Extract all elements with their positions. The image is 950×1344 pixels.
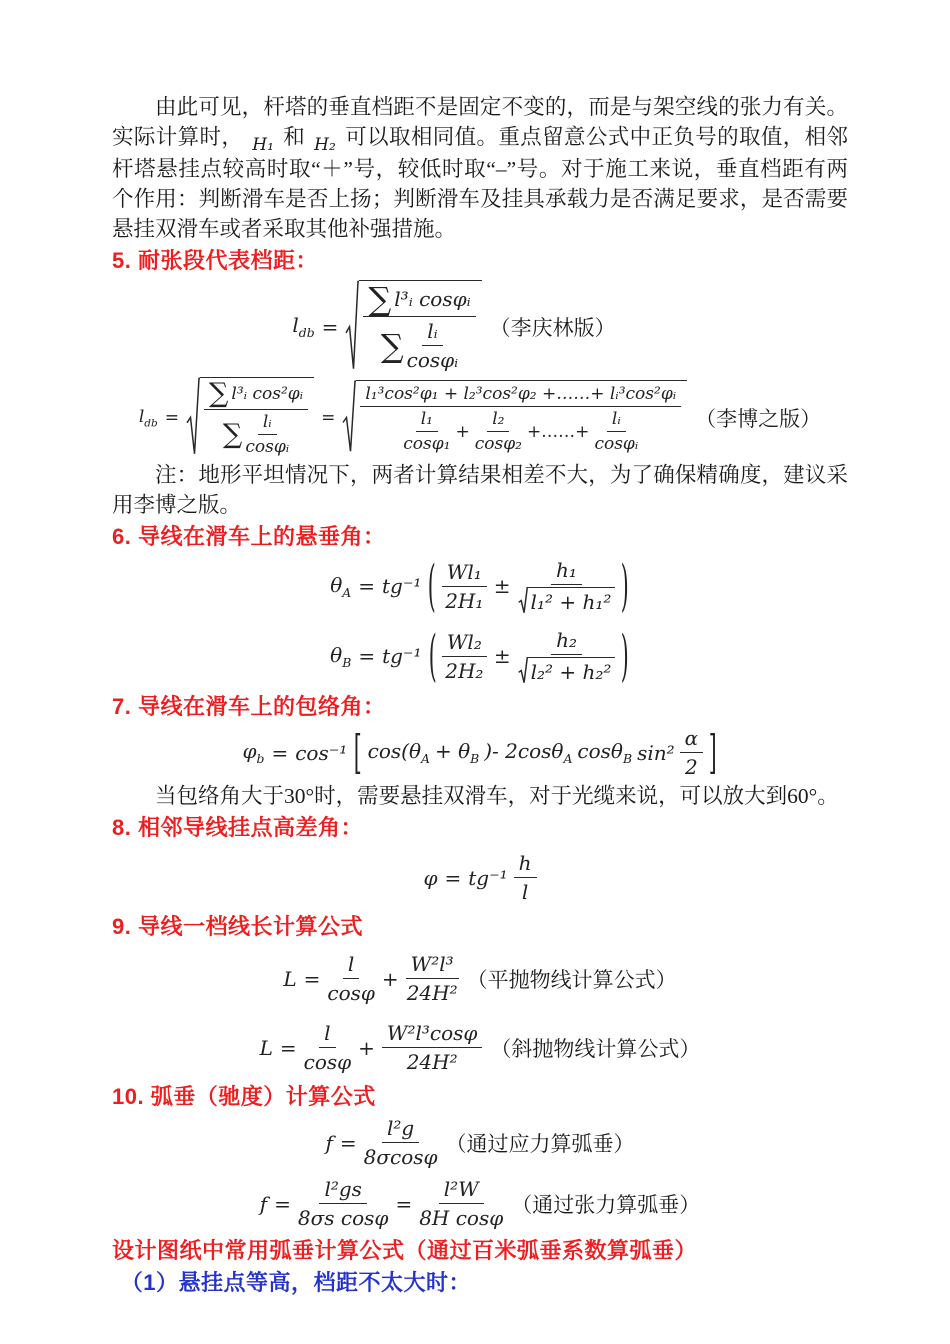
formula-10b-label: （通过张力算弧垂） <box>511 1192 701 1217</box>
formula-5a-row <box>86 280 822 373</box>
equals-sign: = <box>303 966 321 991</box>
formula-9b <box>260 1021 483 1074</box>
fraction-denominator <box>475 432 522 454</box>
formula-8 <box>423 851 536 904</box>
radicand-expr: l₁² + h₁² <box>530 590 612 615</box>
intro-paragraph <box>112 92 848 244</box>
equals-sign: = <box>321 314 339 339</box>
expr-text: )- 2cosθ <box>484 739 564 764</box>
fraction <box>360 384 681 454</box>
var-L: L <box>259 1035 273 1060</box>
numerator-expr: l₂ <box>492 409 505 430</box>
fraction-numerator <box>204 378 308 410</box>
var-phi: φ <box>242 739 257 764</box>
var-phi-b <box>242 739 264 766</box>
radical <box>518 587 616 614</box>
plus-minus-sign: ± <box>493 644 511 669</box>
denominator-expr: 2H₁ <box>445 588 484 613</box>
fraction-numerator <box>422 319 442 346</box>
numerator-expr: h₁ <box>556 558 577 583</box>
formula-7-row <box>112 726 848 779</box>
numerator-expr: l²gs <box>324 1177 362 1202</box>
inverse-cosine: cos⁻¹ <box>295 740 348 765</box>
equals-sign: = <box>358 574 375 599</box>
wrap-angle-paragraph: 当包络角大于30°时，需要悬挂双滑车，对于光缆来说，可以放大到60°。 <box>155 784 839 809</box>
heading-design-sag-formula: 设计图纸中常用弧垂计算公式（通过百米弧垂系数算弧垂） <box>112 1238 698 1264</box>
sub-a: A <box>563 751 573 767</box>
intro-text-1: 由此可见，杆塔的垂直档距不是固定不变的，而是与架空线的张力有关。实际计算时， <box>112 95 848 149</box>
formula-10a-row <box>112 1116 848 1169</box>
sub-a: A <box>421 751 430 767</box>
inverse-tangent: tg⁻¹ <box>468 865 508 890</box>
heading-10-sag-formula: 10. 弧垂（驰度）计算公式 <box>112 1084 376 1110</box>
formula-10a-label: （通过应力算弧垂） <box>445 1131 635 1156</box>
fraction <box>680 726 704 779</box>
radical <box>342 380 687 455</box>
fraction-numerator <box>514 851 537 878</box>
denominator-expr: cosφ <box>327 981 375 1006</box>
sigma-sign: ∑ <box>368 280 392 318</box>
plus-minus-sign: ± <box>493 574 511 599</box>
formula-9a <box>283 952 458 1005</box>
intro-text-and: 和 <box>282 125 306 149</box>
denominator-expr: 8H cosφ <box>419 1206 504 1231</box>
numerator-expr: Wl₂ <box>446 629 482 654</box>
fraction-denominator <box>419 1204 503 1230</box>
fraction-numerator <box>551 628 582 655</box>
expr-sin-squared: sin² <box>637 740 675 765</box>
numerator-expr: l³ᵢ cos²φᵢ <box>231 384 304 405</box>
denominator-expr: 24H² <box>406 1050 458 1075</box>
var-theta-a <box>330 573 351 600</box>
fraction-numerator <box>319 1177 366 1204</box>
equals-sign: = <box>395 1191 413 1216</box>
expr-plus-theta-b <box>435 739 479 766</box>
heading-7-wrap-angle: 7. 导线在滑车上的包络角： <box>112 694 386 720</box>
formula-9b-row <box>112 1021 848 1074</box>
var-theta-b <box>330 643 351 670</box>
formula-10b <box>260 1177 504 1230</box>
denominator-expr: cosφ <box>303 1050 352 1075</box>
fraction-numerator <box>258 412 277 435</box>
denominator-expr: cosφᵢ <box>406 348 459 373</box>
fraction-numerator <box>551 558 582 585</box>
var-ldb <box>292 313 314 340</box>
var-l: l <box>292 313 299 338</box>
left-bracket: [ <box>354 726 362 780</box>
formula-9a-row <box>112 952 848 1005</box>
denominator-expr: 24H² <box>406 981 458 1006</box>
formula-6a-row <box>112 554 848 619</box>
heading-case-1-equal-height: （1）悬挂点等高，档距不太大时： <box>120 1270 472 1296</box>
radical <box>186 377 314 458</box>
fraction-numerator <box>343 952 359 979</box>
var-ldb <box>139 407 158 429</box>
fraction <box>514 851 537 904</box>
right-bracket: ] <box>708 726 717 780</box>
var-theta: θ <box>330 642 343 667</box>
radical <box>345 280 481 373</box>
radicand-expr: l₂² + h₂² <box>530 660 612 685</box>
var-l-sub: db <box>144 417 158 429</box>
var-phi: φ <box>423 865 438 890</box>
radical-body <box>200 377 314 458</box>
plus-ellipsis: +……+ <box>526 421 590 442</box>
inline-math-h1: H₁ <box>252 135 274 155</box>
sigma-sign: ∑ <box>380 326 404 365</box>
heading-9-span-length: 9. 导线一档线长计算公式 <box>112 914 363 940</box>
expr-text: + θ <box>434 739 471 764</box>
denominator-expr: 8σcosφ <box>363 1145 438 1170</box>
fraction-numerator <box>416 409 438 432</box>
numerator-expr: Wl₁ <box>446 559 482 584</box>
radical <box>518 657 616 684</box>
formula-5b-label: （李博之版） <box>695 406 822 431</box>
denominator-expr: cosφ₁ <box>403 434 451 455</box>
fraction-numerator <box>382 1021 483 1048</box>
fraction <box>364 1116 438 1169</box>
fraction-denominator <box>518 655 616 684</box>
denominator-expr: cosφᵢ <box>245 437 290 458</box>
heading-5-representative-span: 5. 耐张段代表档距： <box>112 248 318 273</box>
fraction <box>382 1021 483 1074</box>
numerator-expr: l <box>347 952 355 977</box>
inverse-tangent: tg⁻¹ <box>382 574 422 599</box>
fraction-denominator <box>298 1204 389 1230</box>
fraction-denominator <box>223 410 289 457</box>
fraction <box>304 1021 352 1074</box>
formula-6b <box>330 624 630 689</box>
radical-sign <box>342 380 356 455</box>
plus-sign: + <box>381 966 399 991</box>
var-l: l <box>138 406 145 427</box>
var-f: f <box>325 1130 333 1155</box>
equals-sign: = <box>274 1191 291 1216</box>
denominator-expr: 2H₂ <box>445 658 484 683</box>
numerator-expr: l²W <box>443 1177 479 1202</box>
equals-sign: = <box>358 644 376 669</box>
formula-6a <box>330 554 630 619</box>
sigma-sign: ∑ <box>208 378 229 410</box>
formula-5b-row <box>112 377 848 458</box>
numerator-expr: l₁ <box>420 409 434 430</box>
denominator-expr: 8σs cosφ <box>297 1206 389 1231</box>
var-theta-sub: A <box>342 584 352 600</box>
fraction-numerator <box>680 726 704 753</box>
fraction <box>442 560 487 613</box>
fraction-numerator <box>382 1116 419 1143</box>
fraction-denominator <box>522 878 528 904</box>
numerator-expr: l <box>324 1021 331 1046</box>
formula-9a-label: （平抛物线计算公式） <box>466 967 677 992</box>
plus-sign: + <box>358 1035 375 1060</box>
formula-8-row <box>112 851 848 904</box>
fraction-denominator <box>685 753 698 779</box>
fraction-denominator <box>403 432 450 454</box>
fraction-denominator <box>304 1048 352 1074</box>
formula-9b-label: （斜抛物线计算公式） <box>490 1036 701 1061</box>
var-l-sub: db <box>298 325 315 341</box>
numerator-expr: W²l³ <box>410 952 454 977</box>
right-paren: ) <box>621 554 630 619</box>
fraction-numerator <box>442 630 487 657</box>
equals-sign: = <box>321 407 336 428</box>
fraction <box>475 409 522 454</box>
numerator-expr: h₂ <box>556 628 577 653</box>
fraction <box>518 558 616 614</box>
expr-minus-2cos-theta-a <box>484 739 572 766</box>
numerator-expr: l₁³cos²φ₁ + l₂³cos²φ₂ +……+ lᵢ³cos²φᵢ <box>365 384 677 405</box>
fraction-denominator <box>245 435 289 457</box>
fraction <box>518 628 616 684</box>
denominator-expr: cosφᵢ <box>594 434 639 455</box>
equals-sign: = <box>339 1130 357 1155</box>
numerator-expr: α <box>684 726 699 751</box>
fraction-denominator <box>403 407 638 454</box>
fraction-denominator <box>381 317 458 372</box>
numerator-expr: lᵢ <box>262 412 272 433</box>
fraction <box>442 630 487 683</box>
formula-5a <box>292 280 481 373</box>
fraction <box>363 280 475 373</box>
formula-10b-row <box>112 1177 848 1230</box>
expr-text: cosθ <box>577 739 623 764</box>
denominator-expr: cosφ₂ <box>474 434 522 455</box>
var-f: f <box>259 1191 268 1216</box>
denominator-expr: l <box>521 880 529 905</box>
formula-5a-label: （李庆林版） <box>489 315 616 340</box>
fraction-denominator <box>327 979 375 1005</box>
heading-8-height-difference-angle: 8. 相邻导线挂点高差角： <box>112 815 363 841</box>
equals-sign: = <box>271 740 289 765</box>
fraction <box>594 409 638 454</box>
radical-sign <box>518 657 528 684</box>
radical-body <box>528 657 616 684</box>
sub-b: B <box>470 751 480 767</box>
radical-sign <box>345 280 359 373</box>
radical-sign <box>186 377 200 458</box>
fraction <box>298 1177 389 1230</box>
plus-sign: + <box>455 421 470 442</box>
var-phi-sub: b <box>256 751 265 767</box>
numerator-expr: lᵢ <box>611 409 621 430</box>
formula-5b <box>139 377 687 458</box>
numerator-expr: h <box>518 851 532 876</box>
radical-body <box>528 587 616 614</box>
fraction-denominator <box>518 585 616 614</box>
note-paragraph: 注：地形平坦情况下，两者计算结果相差不大，为了确保精确度，建议采用李博之版。 <box>112 463 848 518</box>
fraction-denominator <box>407 979 458 1005</box>
fraction-denominator <box>445 587 483 613</box>
var-theta: θ <box>330 572 343 597</box>
fraction <box>406 952 459 1005</box>
left-paren: ( <box>428 624 437 689</box>
fraction <box>403 409 450 454</box>
fraction-numerator <box>406 952 459 979</box>
numerator-expr: W²l³cosφ <box>386 1021 478 1046</box>
var-theta-sub: B <box>342 654 352 670</box>
expr-cos-theta-b <box>577 739 632 766</box>
equals-sign: = <box>444 865 462 890</box>
denominator-expr: 2 <box>685 755 698 780</box>
formula-7 <box>242 726 717 779</box>
var-L: L <box>283 966 297 991</box>
fraction <box>327 952 375 1005</box>
left-paren: ( <box>428 554 437 619</box>
heading-6-suspension-angle: 6. 导线在滑车上的悬垂角： <box>112 524 386 550</box>
equals-sign: = <box>279 1035 297 1060</box>
fraction-numerator <box>363 280 475 318</box>
sigma-sign: ∑ <box>222 418 243 450</box>
inline-math-h2: H₂ <box>314 135 336 155</box>
numerator-expr: l²g <box>386 1116 415 1141</box>
right-paren: ) <box>621 624 630 689</box>
fraction <box>419 1177 503 1230</box>
fraction <box>204 378 308 458</box>
numerator-expr: l³ᵢ cosφᵢ <box>394 287 471 312</box>
intro-text-2: 可以取相同值。重点留意公式中正负号的取值，相邻杆塔悬挂点较高时取“＋”号，较低时取“–”号。对于施工来说，垂直档距有两个作用：判断滑车是否上扬；判断滑车及挂具承载力是否满足要求，是否需要悬挂双滑车或者采取其他补强措施。 <box>112 125 848 241</box>
expr-text: cos(θ <box>367 739 422 764</box>
numerator-expr: lᵢ <box>427 319 438 344</box>
fraction-denominator <box>407 1048 458 1074</box>
fraction-numerator <box>487 409 509 432</box>
expr-cos-theta-a <box>368 739 430 766</box>
formula-10a <box>325 1116 437 1169</box>
fraction <box>245 412 289 457</box>
fraction-denominator <box>594 432 638 454</box>
equals-sign: = <box>164 407 179 428</box>
inverse-tangent: tg⁻¹ <box>382 644 422 669</box>
radical-body <box>359 280 481 373</box>
formula-6b-row <box>112 624 848 689</box>
fraction-numerator <box>607 409 626 432</box>
fraction-denominator <box>407 346 459 372</box>
fraction-denominator <box>364 1143 438 1169</box>
fraction <box>407 319 459 372</box>
fraction-numerator <box>439 1177 484 1204</box>
fraction-denominator <box>445 657 483 683</box>
fraction-numerator <box>442 560 487 587</box>
radical-body <box>356 380 687 455</box>
radical-sign <box>518 587 528 614</box>
fraction-numerator <box>360 384 681 407</box>
sub-b: B <box>622 751 633 767</box>
fraction-numerator <box>319 1021 335 1048</box>
